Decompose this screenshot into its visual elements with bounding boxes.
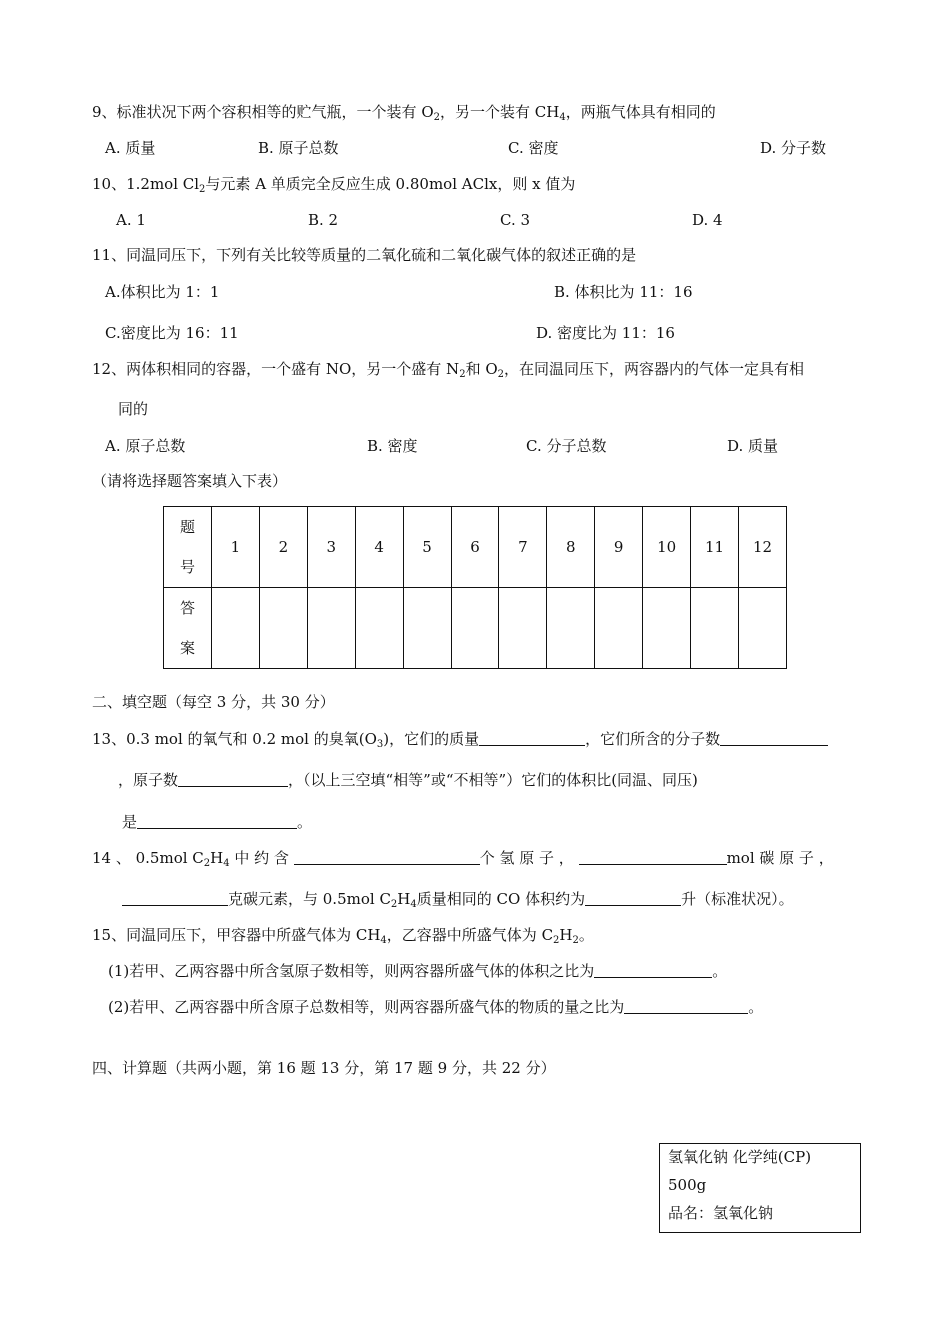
question-number-cell: 2 xyxy=(259,507,307,588)
q10-stem: 10、1.2mol $Cl_2$与元素 A 单质完全反应生成 0.80mol AClx，则 x 值为 xyxy=(92,175,576,195)
question-number-cell: 11 xyxy=(691,507,739,588)
row-header-answer: 答案 xyxy=(164,588,212,669)
q13-volume-ratio-blank[interactable] xyxy=(137,812,297,829)
question-number-cell: 10 xyxy=(643,507,691,588)
q14-co-volume-blank[interactable] xyxy=(585,889,681,906)
question-number-cell: 12 xyxy=(738,507,786,588)
answer-cell[interactable] xyxy=(212,588,260,669)
q13-mass-blank[interactable] xyxy=(479,729,585,746)
q15-part-1: (1)若甲、乙两容器中所含氢原子数相等，则两容器所盛气体的体积之比为 。 xyxy=(108,962,728,980)
question-number-cell: 4 xyxy=(355,507,403,588)
answer-cell[interactable] xyxy=(547,588,595,669)
table-row-numbers xyxy=(164,507,787,588)
q14-line-1: 14 、 0.5mol $C_2H_4$ 中 约 含 个 氢 原 子 ， mol 碳 原 子 ， xyxy=(92,849,834,869)
q14-carbon-grams-blank[interactable] xyxy=(122,889,228,906)
q15-volume-ratio-blank[interactable] xyxy=(594,961,712,978)
q9-option-b: B. 原子总数 xyxy=(258,139,339,157)
q13-line-1: 13、0.3 mol 的氧气和 0.2 mol 的臭氧$(O_3)$，它们的质量 ，它们所含的分子数 xyxy=(92,729,828,749)
answer-cell[interactable] xyxy=(499,588,547,669)
answer-cell[interactable] xyxy=(738,588,786,669)
answer-cell[interactable] xyxy=(691,588,739,669)
answer-table-instruction: （请将选择题答案填入下表） xyxy=(92,472,288,490)
q11-stem: 11、同温同压下，下列有关比较等质量的二氧化硫和二氧化碳气体的叙述正确的是 xyxy=(92,246,637,264)
reagent-label-mass: 500g xyxy=(668,1176,707,1194)
q13-molecule-count-blank[interactable] xyxy=(720,729,828,746)
q15-part-2: (2)若甲、乙两容器中所含原子总数相等，则两容器所盛气体的物质的量之比为 。 xyxy=(108,998,764,1016)
q10-option-c: C. 3 xyxy=(500,211,531,229)
q9-option-d: D. 分子数 xyxy=(760,139,827,157)
question-number-cell: 6 xyxy=(451,507,499,588)
answer-cell[interactable] xyxy=(451,588,499,669)
answer-cell[interactable] xyxy=(595,588,643,669)
q14-line-2: 克碳元素，与 0.5mol $C_2H_4$质量相同的 CO 体积约为 升（标准状况）。 xyxy=(122,889,794,909)
section-2-title: 二、填空题（每空 3 分，共 30 分） xyxy=(92,693,335,711)
answer-cell[interactable] xyxy=(643,588,691,669)
table-row-answers xyxy=(164,588,787,669)
question-number-cell: 7 xyxy=(499,507,547,588)
reagent-label-product-name: 品名：氢氧化钠 xyxy=(668,1204,774,1222)
answer-cell[interactable] xyxy=(307,588,355,669)
q11-option-b: B. 体积比为 11：16 xyxy=(554,283,693,301)
q13-line-3: 是 。 xyxy=(122,813,313,831)
question-number-cell: 1 xyxy=(212,507,260,588)
q13-atom-count-blank[interactable] xyxy=(178,770,288,787)
q15-stem: 15、同温同压下，甲容器中所盛气体为 $CH_4$，乙容器中所盛气体为 $C_2H_2$。 xyxy=(92,926,594,946)
q12-option-a: A. 原子总数 xyxy=(105,437,186,455)
q14-carbon-mol-blank[interactable] xyxy=(579,848,727,865)
q12-option-b: B. 密度 xyxy=(367,437,418,455)
answer-cell[interactable] xyxy=(259,588,307,669)
q10-option-a: A. 1 xyxy=(116,211,146,229)
q15-mole-ratio-blank[interactable] xyxy=(624,997,748,1014)
section-4-title: 四、计算题（共两小题，第 16 题 13 分，第 17 题 9 分，共 22 分） xyxy=(92,1059,556,1077)
question-number-cell: 5 xyxy=(403,507,451,588)
question-number-cell: 3 xyxy=(307,507,355,588)
q11-option-a: A.体积比为 1：1 xyxy=(105,283,220,301)
q9-option-a: A. 质量 xyxy=(105,139,156,157)
q11-option-d: D. 密度比为 11：16 xyxy=(536,324,675,342)
answer-table xyxy=(163,506,787,669)
q12-option-c: C. 分子总数 xyxy=(526,437,607,455)
q9-stem: 9、标准状况下两个容积相等的贮气瓶，一个装有 $O_2$，另一个装有 $CH_4$，两瓶气体具有相同的 xyxy=(92,103,716,123)
q10-option-d: D. 4 xyxy=(692,211,723,229)
q12-stem-continued: 同的 xyxy=(118,400,149,418)
q14-hydrogen-atoms-blank[interactable] xyxy=(294,848,480,865)
q12-stem: 12、两体积相同的容器，一个盛有 NO，另一个盛有 $N_2$和 $O_2$，在同温同压下，两容器内的气体一定具有相 xyxy=(92,360,805,380)
reagent-label-name-grade: 氢氧化钠 化学纯(CP) xyxy=(668,1148,812,1166)
question-number-cell: 9 xyxy=(595,507,643,588)
q9-option-c: C. 密度 xyxy=(508,139,559,157)
row-header-question-number: 题号 xyxy=(164,507,212,588)
q12-option-d: D. 质量 xyxy=(727,437,779,455)
answer-cell[interactable] xyxy=(403,588,451,669)
question-number-cell: 8 xyxy=(547,507,595,588)
answer-cell[interactable] xyxy=(355,588,403,669)
q11-option-c: C.密度比为 16：11 xyxy=(105,324,239,342)
q13-line-2: ，原子数 ，（以上三空填“相等”或“不相等”）它们的体积比(同温、同压) xyxy=(118,771,698,789)
reagent-label-box xyxy=(659,1143,861,1233)
q10-option-b: B. 2 xyxy=(308,211,339,229)
